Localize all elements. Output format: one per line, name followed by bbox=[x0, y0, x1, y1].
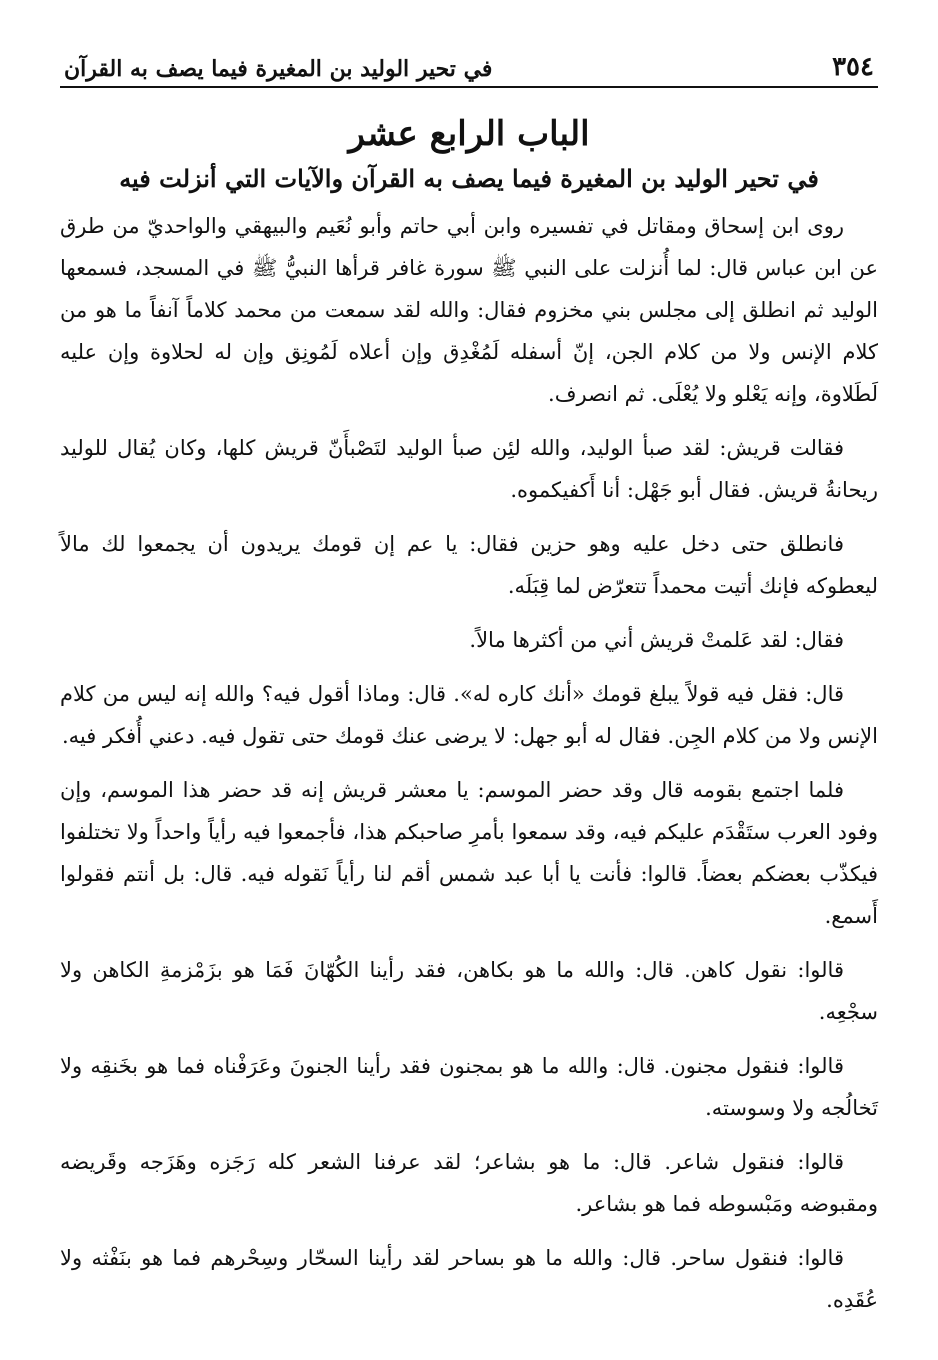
paragraph: قالوا: فنقول ساحر. قال: والله ما هو بساحر لقد رأينا السحّار وسِحْرهم فما هو بنَفْثه ولا عُقَدِه. bbox=[60, 1246, 878, 1312]
paragraph: قالوا: فنقول مجنون. قال: والله ما هو بمجنون فقد رأينا الجنونَ وعَرَفْناه فما هو بخَنقِه ولا تَخالُجه ولا وسوسته. bbox=[60, 1054, 878, 1120]
document-page bbox=[60, 40, 878, 1333]
paragraph: قالوا: نقول كاهن. قال: والله ما هو بكاهن، فقد رأينا الكُهّانَ فَمَا هو بزَمْزمةِ الكاهن ولا سجْعِه. bbox=[60, 958, 878, 1024]
paragraph: فقالت قريش: لقد صبأ الوليد، والله لئِن صبأ الوليد لتَصْبأَنّ قريش كلها، وكان يُقال للوليد ريحانةُ قريش. فقال أبو جَهْل: أنا أَكفيكموه. bbox=[60, 436, 878, 502]
paragraph: روى ابن إسحاق ومقاتل في تفسيره وابن أبي حاتم وأبو نُعَيم والبيهقي والواحديّ من طرق عن ابن عباس قال: لما أُنزلت على النبي ﷺ سورة غافر قرأها النبيُّ ﷺ في المسجد، فسمعها الوليد ثم انطلق إلى مجلس بني مخزوم فقال: والله لقد سمعت من محمد كلاماً آنفاً ما هو من كلام الإنس ولا من كلام الجن، إنّ أسفله لَمُغْدِق وإن أعلاه لَمُونِق وإن له لحلاوة وإن عليه لَطَلاوة، وإنه يَعْلو ولا يُعْلَى. ثم انصرف. bbox=[60, 214, 878, 406]
paragraph: فقال: لقد عَلمتْ قريش أني من أكثرها مالاً. bbox=[469, 628, 844, 652]
running-head bbox=[60, 40, 878, 88]
running-title: في تحير الوليد بن المغيرة فيما يصف به القرآن bbox=[64, 56, 493, 82]
paragraph: فلما اجتمع بقومه قال وقد حضر الموسم: يا معشر قريش إنه قد حضر هذا الموسم، وإن وفود العرب ستَقْدَم عليكم فيه، وقد سمعوا بأمرِ صاحبكم هذا، فأجمعوا فيه رأياً واحداً ولا تختلفوا فيكذّب بعضكم بعضاً. قالوا: فأنت يا أبا عبد شمس أقم لنا رأياً نَقوله فيه. قال: بل أنتم فقولوا أَسمع. bbox=[60, 778, 878, 928]
chapter-subtitle: في تحير الوليد بن المغيرة فيما يصف به القرآن والآيات التي أنزلت فيه bbox=[119, 164, 819, 193]
paragraph: قال: فقل فيه قولاً يبلغ قومك «أنك كاره له». قال: وماذا أقول فيه؟ والله إنه ليس من كلام الإنس ولا من كلام الجِن. فقال له أبو جهل: لا يرضى عنك قومك حتى تقول فيه. دعني أُفكر فيه. bbox=[60, 682, 878, 748]
page-number: ٣٥٤ bbox=[832, 52, 874, 82]
chapter-title: الباب الرابع عشر bbox=[348, 114, 590, 154]
paragraph: قالوا: فنقول شاعر. قال: ما هو بشاعر؛ لقد عرفنا الشعر كله رَجَزه وهَزَجه وقَريضه ومقبوضه ومَبْسوطه فما هو بشاعر. bbox=[60, 1150, 878, 1216]
body-text bbox=[60, 205, 878, 1321]
paragraph: فانطلق حتى دخل عليه وهو حزين فقال: يا عم إن قومك يريدون أن يجمعوا لك مالاً ليعطوكه فإنك أتيت محمداً تتعرّض لما قِبَلَه. bbox=[60, 532, 878, 598]
